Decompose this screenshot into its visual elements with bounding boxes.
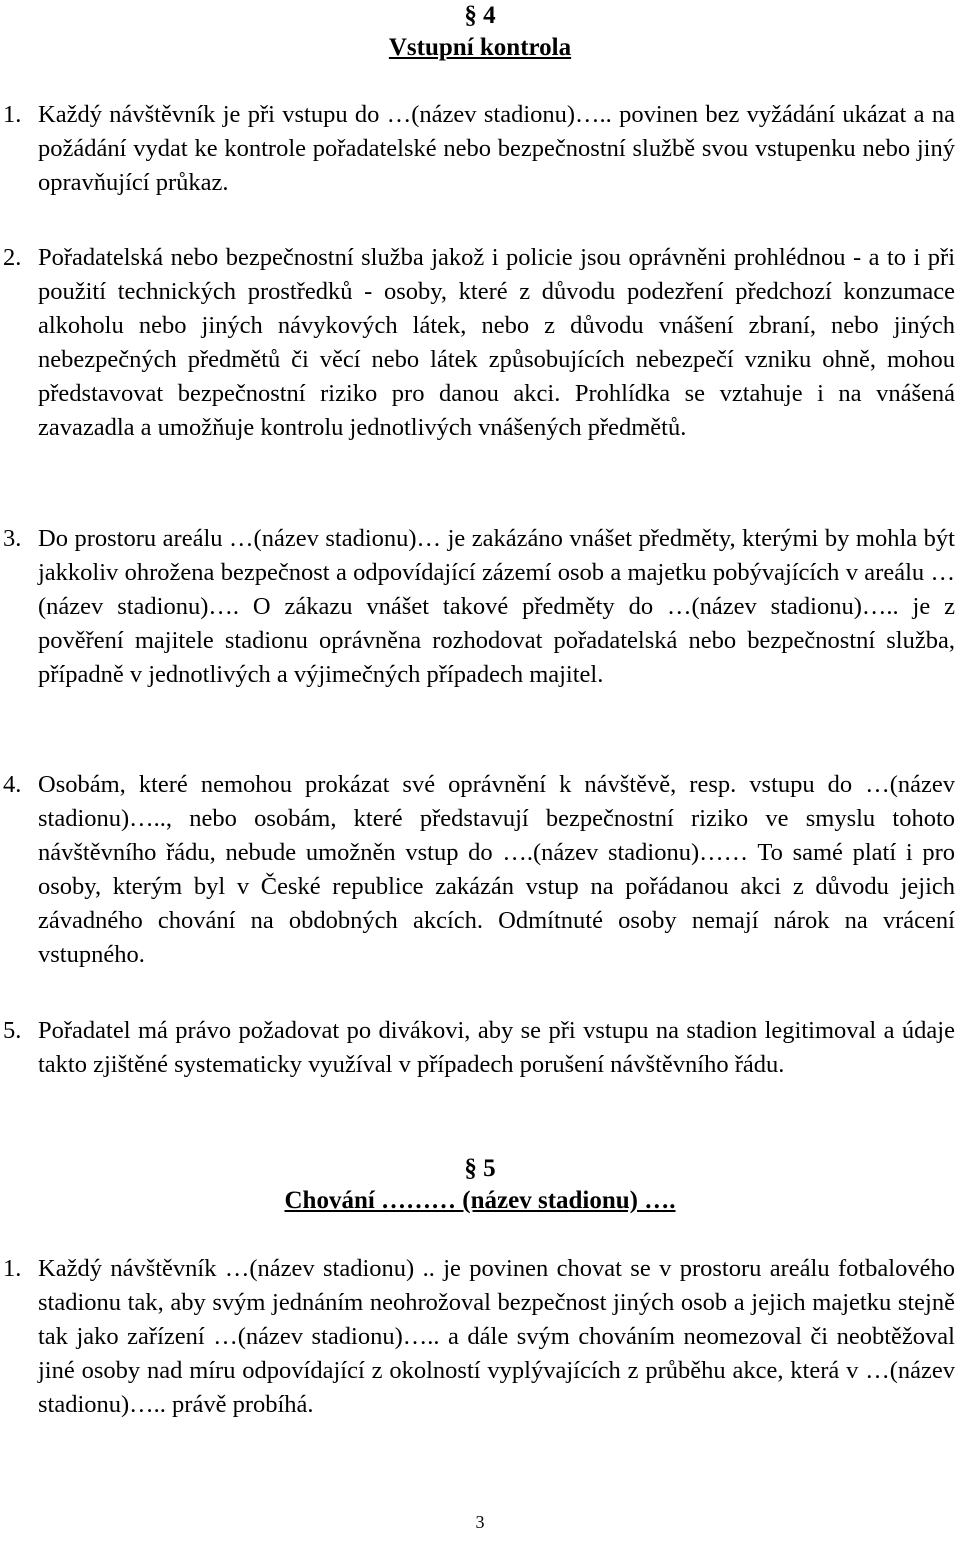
section-4-item-2: [0, 241, 955, 445]
item-number: 1.: [3, 1255, 22, 1282]
item-text: Každý návštěvník je při vstupu do …(název stadionu)….. povinen bez vyžádání ukázat a na požádání vydat ke kontrole pořadatelské nebo bezpečnostní službě svou vstupenku nebo jiný opravňující průkaz.: [38, 101, 955, 196]
section-4-heading: [0, 0, 960, 64]
item-text: Pořadatel má právo požadovat po divákovi, aby se při vstupu na stadion legitimoval a údaje takto zjištěné systematicky využíval v případech porušení návštěvního řádu.: [38, 1017, 955, 1078]
item-text: Osobám, které nemohou prokázat své oprávnění k návštěvě, resp. vstupu do …(název stadionu)….., nebo osobám, které představují bezpečnostní riziko ve smyslu tohoto návštěvního řádu, nebude umožněn vstup do ….(název stadionu)…… To samé platí i pro osoby, kterým byl v České republice zakázán vstup na pořádanou akci z důvodu jejich závadného chování na obdobných akcích. Odmítnuté osoby nemají nárok na vrácení vstupného.: [38, 771, 955, 968]
section-4-mark: § 4: [464, 2, 496, 29]
section-5-title: Chování ……… (název stadionu) ….: [284, 1187, 676, 1214]
item-number: 5.: [3, 1017, 22, 1044]
item-number: 2.: [3, 244, 22, 271]
section-4-title: Vstupní kontrola: [388, 34, 572, 61]
item-text: Pořadatelská nebo bezpečnostní služba jakož i policie jsou oprávněni prohlédnou - a to i při použití technických prostředků - osoby, které z důvodu podezření předchozí konzumace alkoholu nebo jiných návykových látek, nebo z důvodu vnášení zbraní, nebo jiných nebezpečných předmětů či věcí nebo látek způsobujících nebezpečí vzniku ohně, mohou představovat bezpečnostní riziko pro danou akci. Prohlídka se vztahuje i na vnášená zavazadla a umožňuje kontrolu jednotlivých vnášených předmětů.: [38, 244, 955, 441]
item-text: Každý návštěvník …(název stadionu) .. je povinen chovat se v prostoru areálu fotbalového stadionu tak, aby svým jednáním neohrožoval bezpečnost jiných osob a jejich majetku stejně tak jako zařízení …(název stadionu)….. a dále svým chováním neomezoval či neobtěžoval jiné osoby nad míru odpovídající z okolností vyplývajících z průběhu akce, která v …(název stadionu)….. právě probíhá.: [38, 1255, 955, 1418]
section-4-item-1: [0, 98, 955, 200]
section-4-item-3: [0, 522, 955, 692]
page-number: 3: [475, 1512, 485, 1532]
section-4-item-4: [0, 768, 955, 972]
item-number: 4.: [3, 771, 22, 798]
item-number: 1.: [3, 101, 22, 128]
section-5-heading: [0, 1153, 960, 1217]
item-text: Do prostoru areálu …(název stadionu)… je zakázáno vnášet předměty, kterými by mohla být jakkoliv ohrožena bezpečnost a odpovídající zázemí osob a majetku pobývajících v areálu …(název stadionu)…. O zákazu vnášet takové předměty do …(název stadionu)….. je z pověření majitele stadionu oprávněna rozhodovat pořadatelská nebo bezpečnostní služba, případně v jednotlivých a výjimečných případech majitel.: [38, 525, 955, 688]
section-5-item-1: [0, 1252, 955, 1422]
item-number: 3.: [3, 525, 22, 552]
section-4-item-5: [0, 1014, 955, 1082]
section-5-mark: § 5: [464, 1155, 496, 1182]
